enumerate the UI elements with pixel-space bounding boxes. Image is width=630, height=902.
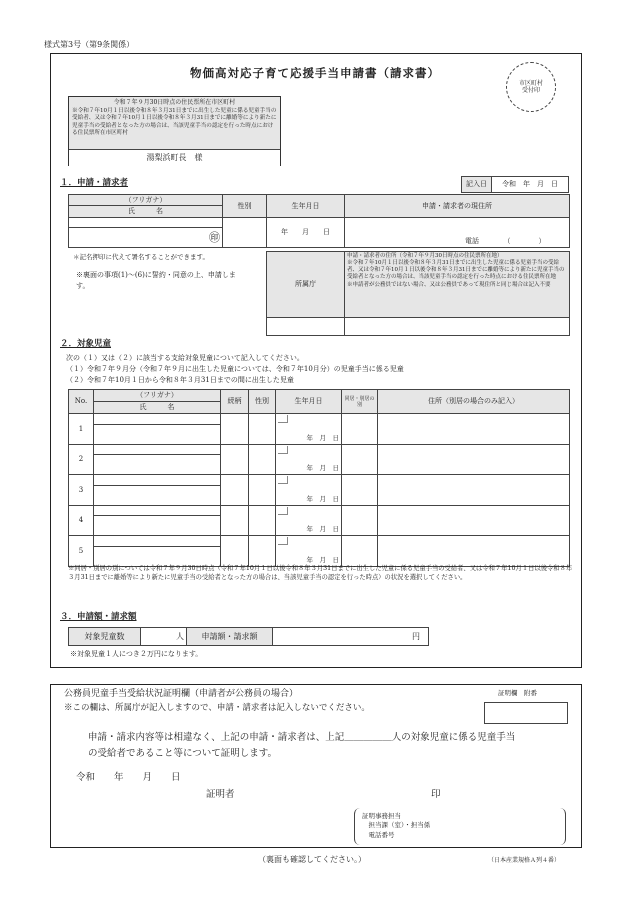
back-page-note: （裏面も確認してください。） <box>258 855 366 864</box>
child-dob-field[interactable]: 年 月 日 <box>276 485 342 505</box>
applicant-gender-field[interactable] <box>223 217 267 247</box>
form-number: 様式第3号（第9条関係） <box>44 40 135 49</box>
child-cohabit-field[interactable] <box>342 414 378 445</box>
child-row-number: 2 <box>69 444 94 475</box>
child-dob-upper[interactable] <box>276 475 342 486</box>
child-relation-field[interactable] <box>221 505 249 536</box>
applicant-name-header: 氏 名 <box>69 206 223 217</box>
child-dob-field[interactable]: 年 月 日 <box>276 546 342 566</box>
applicant-table <box>68 194 570 248</box>
certificate-number-field[interactable] <box>484 702 568 724</box>
jurisdiction-label: 所属庁 <box>267 252 345 318</box>
contact-info: 証明事務担当 担当課（室）・担当係 電話番号 <box>362 812 431 839</box>
certificate-note: ※この欄は、所属庁が記入しますので、申請・請求者は記入しないでください。 <box>64 703 370 713</box>
child-furigana-field[interactable] <box>94 444 221 455</box>
amount-label: 申請額・請求額 <box>187 628 273 646</box>
children-no-header: No. <box>69 390 94 414</box>
child-name-field[interactable] <box>94 485 221 505</box>
amount-unit: 円 <box>412 631 420 641</box>
child-address-field[interactable] <box>378 414 570 445</box>
section1-title: １．申請・請求者 <box>60 178 129 188</box>
addressee: 湯梨浜町長 様 <box>69 149 280 166</box>
child-name-field[interactable] <box>94 516 221 536</box>
child-row-number: 4 <box>69 505 94 536</box>
children-table <box>68 389 570 567</box>
jurisdiction-field-left[interactable] <box>267 318 345 336</box>
child-dob-field[interactable]: 年 月 日 <box>276 516 342 536</box>
children-gender-header: 性別 <box>249 390 276 414</box>
child-gender-field[interactable] <box>249 444 276 475</box>
child-furigana-field[interactable] <box>94 505 221 516</box>
seal-mark: ㊞ <box>209 230 220 244</box>
applicant-dob-header: 生年月日 <box>267 195 345 218</box>
certificate-date: 令和 年 月 日 <box>76 772 181 783</box>
child-dob-upper[interactable] <box>276 505 342 516</box>
certifier-seal: 印 <box>431 789 441 800</box>
section2-item2: （２）令和７年10月１日から令和８年３月31日までの間に出生した児童 <box>66 376 294 384</box>
applicant-furigana-header: （フリガナ） <box>69 195 223 206</box>
child-cohabit-field[interactable] <box>342 444 378 475</box>
child-row <box>69 414 570 425</box>
child-row <box>69 444 570 455</box>
child-row-number: 5 <box>69 536 94 567</box>
signature-note: ＊記名押印に代えて署名することができます。 <box>73 253 209 261</box>
address-block-note: ※令和７年10月１日以後令和８年３月31日までに出生した児童に係る児童手当の受給者、又は令和７年10月１日以後令和８年３月31日までに離婚等により新たに児童手当の受給者となった方の場合は、当該児童手当の認定を行った時点における住民票所在市区町村 <box>72 108 277 136</box>
child-row-number: 3 <box>69 475 94 506</box>
section3-title: ３．申請額・請求額 <box>60 612 137 622</box>
amount-field[interactable] <box>273 628 429 646</box>
entry-date-field[interactable]: 令和 年 月 日 <box>492 177 569 193</box>
children-dob-header: 生年月日 <box>276 390 342 414</box>
applicant-address-header: 申請・請求者の現住所 <box>345 195 570 218</box>
section2-title: ２．対象児童 <box>60 339 112 349</box>
child-name-field[interactable] <box>94 424 221 444</box>
child-dob-field[interactable]: 年 月 日 <box>276 455 342 475</box>
child-count-field[interactable] <box>141 628 187 646</box>
phone-label: 電話 （ ） <box>465 237 546 246</box>
child-furigana-field[interactable] <box>94 414 221 425</box>
child-gender-field[interactable] <box>249 475 276 506</box>
child-gender-field[interactable] <box>249 536 276 567</box>
applicant-furigana-field[interactable] <box>69 217 223 227</box>
child-address-field[interactable] <box>378 536 570 567</box>
child-address-field[interactable] <box>378 505 570 536</box>
child-dob-upper[interactable] <box>276 536 342 547</box>
section2-item1: （１）令和７年９月分（令和７年９月に出生した児童については、令和７年10月分）の児童手当に係る児童 <box>66 365 404 373</box>
child-row <box>69 475 570 486</box>
child-relation-field[interactable] <box>221 414 249 445</box>
child-cohabit-field[interactable] <box>342 536 378 567</box>
child-row <box>69 536 570 547</box>
address-block-heading: 令和７年９月30日時点の住民票所在市区町村 <box>113 99 236 106</box>
children-address-header: 住所（別居の場合のみ記入） <box>378 390 570 414</box>
receipt-stamp-circle: 市区町村 受付印 <box>506 62 556 112</box>
children-cohabit-header: 同居・別居の別 <box>342 390 378 414</box>
applicant-name-field[interactable] <box>69 227 223 247</box>
section3-note: ※対象児童１人につき２万円になります。 <box>70 650 203 658</box>
jurisdiction-field[interactable] <box>345 318 570 336</box>
child-name-field[interactable] <box>94 455 221 475</box>
child-dob-upper[interactable] <box>276 444 342 455</box>
certifier-label: 証明者 <box>206 789 235 800</box>
child-dob-upper[interactable] <box>276 414 342 425</box>
certificate-title: 公務員児童手当受給状況証明欄（申請者が公務員の場合） <box>64 689 299 699</box>
child-gender-field[interactable] <box>249 505 276 536</box>
address-block <box>68 96 281 166</box>
applicant-address-field[interactable] <box>345 217 570 247</box>
child-relation-field[interactable] <box>221 536 249 567</box>
child-name-field[interactable] <box>94 546 221 566</box>
child-gender-field[interactable] <box>249 414 276 445</box>
pledge-text: ※裏面の事項(1)～(6)に誓約・同意の上、申請します。 <box>76 271 236 291</box>
children-furigana-header: （フリガナ） <box>94 390 221 402</box>
children-name-header: 氏 名 <box>94 402 221 414</box>
child-address-field[interactable] <box>378 475 570 506</box>
section2-footnote: ※同居・別居の別については令和７年９月30日時点（令和７年10月１日以後令和８年３月31日までに出生した児童に係る児童手当の受給者、又は令和７年10月１日以後令和８年３月31日までに離婚等により新たに児童手当の受給者となった方の場合は、当該児童手当の認定を行った時点）の状況を選択してください。 <box>68 565 573 581</box>
jurisdiction-table <box>266 251 570 336</box>
applicant-gender-header: 性別 <box>223 195 267 218</box>
child-relation-field[interactable] <box>221 475 249 506</box>
child-row-number: 1 <box>69 414 94 445</box>
child-furigana-field[interactable] <box>94 475 221 486</box>
certificate-body: 申請・請求内容等は相違なく、上記の申請・請求者は、上記＿＿＿＿＿人の対象児童に係る児童手当の受給者であること等について証明します。 <box>88 732 516 759</box>
paper-size-note: （日本産業規格Ａ列４番） <box>488 857 561 864</box>
child-cohabit-field[interactable] <box>342 505 378 536</box>
child-furigana-field[interactable] <box>94 536 221 547</box>
jurisdiction-note: 申請・請求者の住所（令和７年９月30日時点の住民票所在地） ※令和７年10月１日以後令和８年３月31日までに出生した児童に係る児童手当の受給者、又は令和７年10月１日以後令和８年３月31日までに離婚等により新たに児童手当の受給者となった方の場合は、当該児童手当の認定を行った時点における住民票所在地 ※申請者が公務員ではない場合、又は公務員であって現住所と同じ場合は記入不要 <box>345 252 570 318</box>
child-address-field[interactable] <box>378 444 570 475</box>
child-dob-field[interactable]: 年 月 日 <box>276 424 342 444</box>
child-row <box>69 505 570 516</box>
children-relation-header: 続柄 <box>221 390 249 414</box>
certificate-number-label: 証明欄 附番 <box>498 689 537 697</box>
entry-date-label: 記入日 <box>462 177 492 193</box>
applicant-dob-field[interactable]: 年 月 日 <box>267 217 345 247</box>
form-title: 物価高対応子育て応援手当申請書（請求書） <box>190 66 440 80</box>
child-cohabit-field[interactable] <box>342 475 378 506</box>
child-relation-field[interactable] <box>221 444 249 475</box>
section2-intro: 次の（１）又は（２）に該当する支給対象児童について記入してください。 <box>66 354 304 362</box>
amount-table <box>68 627 429 646</box>
child-count-label: 対象児童数 <box>69 628 141 646</box>
entry-date-table <box>461 176 569 193</box>
child-count-unit: 人 <box>176 631 184 641</box>
